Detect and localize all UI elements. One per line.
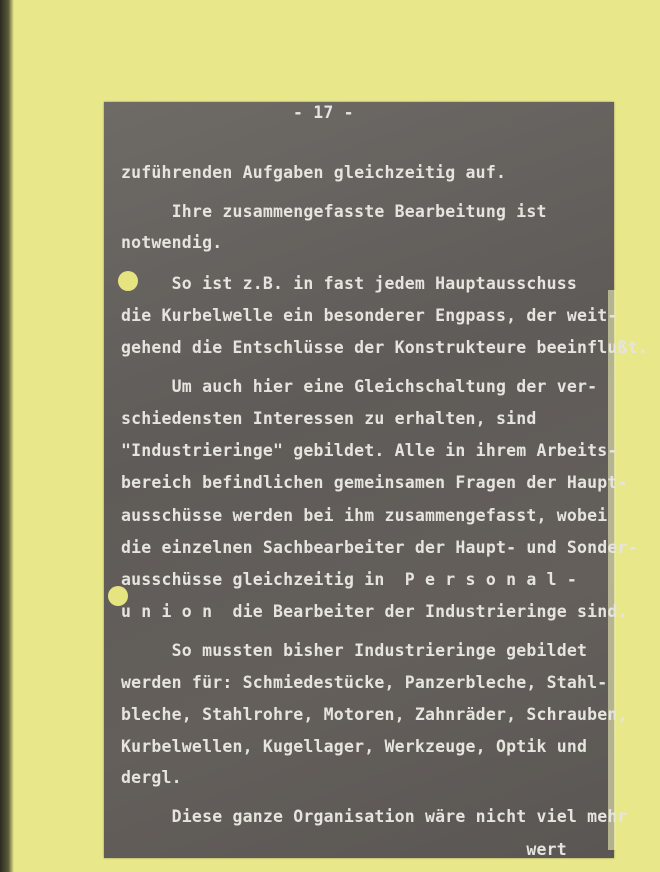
- text-line: gehend die Entschlüsse der Konstrukteure beeinflußt.: [121, 338, 648, 357]
- text-line: Ihre zusammengefasste Bearbeitung ist: [121, 202, 547, 221]
- text-line: Um auch hier eine Gleichschaltung der ver-: [121, 377, 598, 396]
- folder-edge: [0, 0, 14, 872]
- text-line: die einzelnen Sachbearbeiter der Haupt- und Sonder-: [121, 538, 638, 557]
- text-line: notwendig.: [121, 233, 223, 252]
- text-line: "Industrieringe" gebildet. Alle in ihrem Arbeits-: [121, 441, 618, 460]
- text-line: Kurbelwellen, Kugellager, Werkzeuge, Optik und: [121, 737, 588, 756]
- page-number: - 17 -: [293, 103, 354, 122]
- text-line: u n i o n die Bearbeiter der Industrieringe sind.: [121, 602, 628, 621]
- text-line: schiedensten Interessen zu erhalten, sind: [121, 409, 537, 428]
- text-line: ausschüsse werden bei ihm zusammengefasst, wobei: [121, 506, 608, 525]
- text-line: dergl.: [121, 768, 182, 787]
- text-line: bleche, Stahlrohre, Motoren, Zahnräder, Schrauben,: [121, 705, 628, 724]
- text-line: bereich befindlichen gemeinsamen Fragen der Haupt-: [121, 473, 628, 492]
- text-line: werden für: Schmiedestücke, Panzerbleche, Stahl-: [121, 673, 608, 692]
- text-line: So mussten bisher Industrieringe gebildet: [121, 641, 588, 660]
- text-line: So ist z.B. in fast jedem Hauptausschuss: [121, 274, 578, 293]
- text-line: die Kurbelwelle ein besonderer Engpass, der weit-: [121, 306, 618, 325]
- page-edge: [608, 290, 616, 850]
- catchword: wert: [121, 840, 567, 859]
- text-line: zuführenden Aufgaben gleichzeitig auf.: [121, 163, 507, 182]
- text-line: ausschüsse gleichzeitig in P e r s o n a l -: [121, 570, 578, 589]
- text-line: Diese ganze Organisation wäre nicht viel mehr: [121, 807, 628, 826]
